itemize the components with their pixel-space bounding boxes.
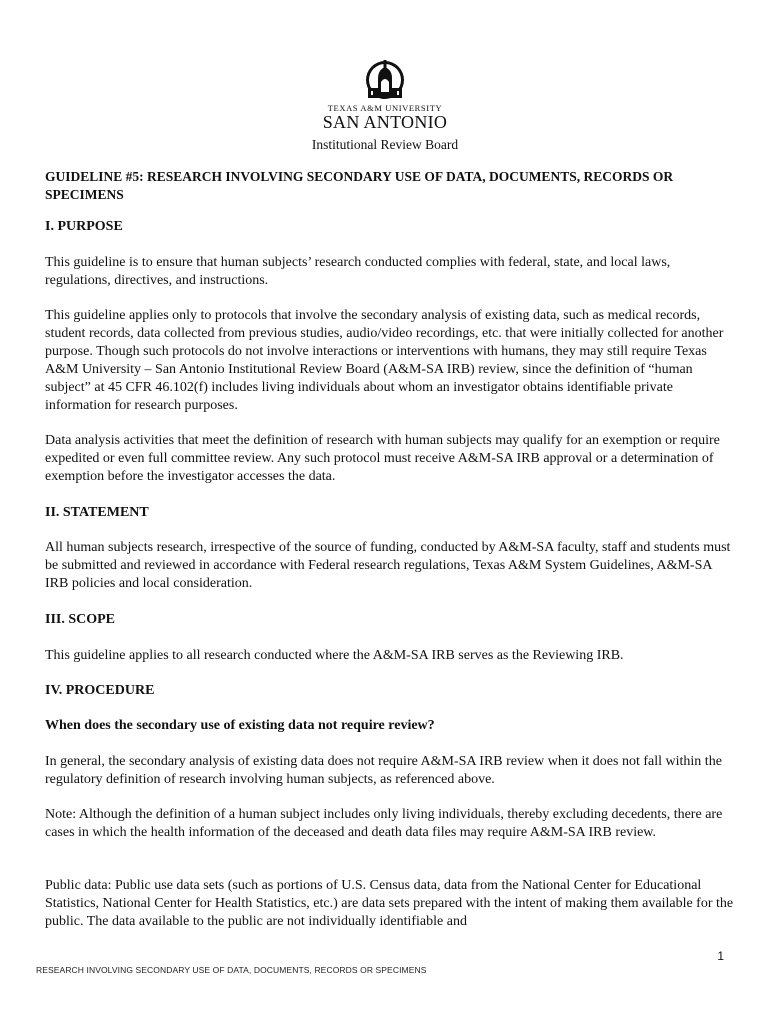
statement-paragraph: All human subjects research, irrespective of the source of funding, conducted by A&M-SA faculty, staff and students must be submitted and reviewed in accordance with Federal research regulations, Texas A&M System Guidelines, A&M-SA IRB policies and local consideration. [45,540,731,591]
page-number: 1 [717,949,724,963]
mission-tower-icon [360,58,410,100]
procedure-heading: IV. PROCEDURE [45,683,155,698]
procedure-paragraph-2: Note: Although the definition of a human subject includes only living individuals, thereby excluding decedents, there are cases in which the health information of the deceased and death data files may require A&M-SA IRB review. [45,807,723,840]
purpose-paragraph-3: Data analysis activities that meet the definition of research with human subjects may qualify for an exemption or require expedited or even full committee review. Any such protocol must receive A&M-SA IRB approval or a determination of exemption before the investigator accesses the data. [45,433,720,484]
university-logo [0,58,770,132]
logo-campus-text: SAN ANTONIO [322,112,448,132]
procedure-subheading: When does the secondary use of existing data not require review? [45,718,435,733]
procedure-paragraph-3: Public data: Public use data sets (such as portions of U.S. Census data, data from the National Center for Educational Statistics, National Center for Health Statistics, etc.) are data sets prepared with the intent of making them available for the public. The data available to the public are not individually identifiable and [45,878,734,929]
document-title: GUIDELINE #5: RESEARCH INVOLVING SECONDARY USE OF DATA, DOCUMENTS, RECORDS OR SPECIMENS [45,169,674,202]
purpose-paragraph-2: This guideline applies only to protocols that involve the secondary analysis of existing data, such as medical records, student records, data collected from previous studies, audio/video recordings, etc. that were initially collected for another purpose. Though such protocols do not involve interactions or interventions with humans, they may still require Texas A&M University – San Antonio Institutional Review Board (A&M-SA IRB) review, since the definition of “human subject” at 45 CFR 46.102(f) includes living individuals about whom an investigator obtains identifiable private information for research purposes. [45,308,724,413]
scope-paragraph: This guideline applies to all research conducted where the A&M-SA IRB serves as the Reviewing IRB. [45,648,624,663]
scope-heading: III. SCOPE [45,612,116,627]
running-footer: RESEARCH INVOLVING SECONDARY USE OF DATA, DOCUMENTS, RECORDS OR SPECIMENS [36,965,427,975]
purpose-paragraph-1: This guideline is to ensure that human subjects’ research conducted complies with federal, state, and local laws, regulations, directives, and instructions. [45,255,671,288]
logo-university-text: TEXAS A&M UNIVERSITY [327,103,443,113]
statement-heading: II. STATEMENT [45,505,149,520]
office-name: Institutional Review Board [311,137,459,152]
procedure-paragraph-1: In general, the secondary analysis of existing data does not require A&M-SA IRB review when it does not fall within the regulatory definition of research involving human subjects, as referenced above. [45,754,722,787]
purpose-heading: I. PURPOSE [45,219,123,234]
